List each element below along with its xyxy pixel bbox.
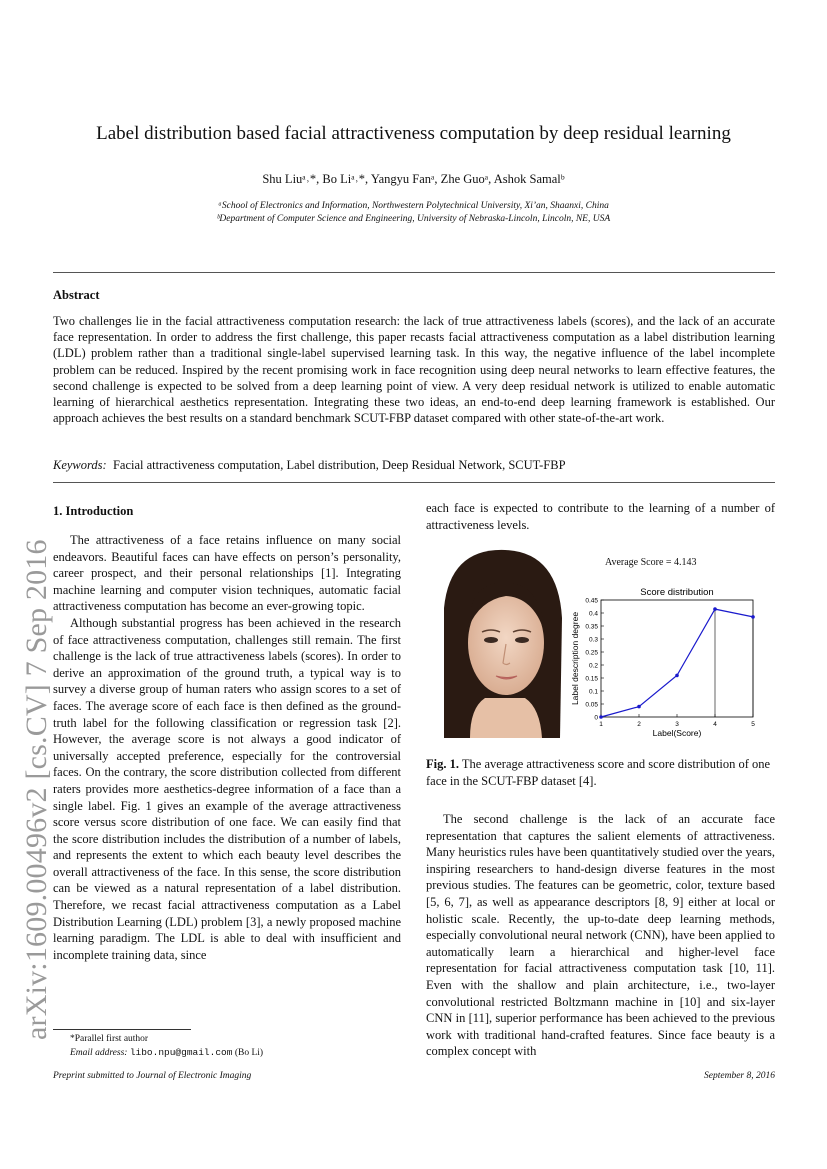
x-tick-label: 1 (599, 721, 603, 728)
y-tick-label: 0.35 (585, 623, 598, 631)
email-address: libo.npu@gmail.com (129, 1047, 233, 1058)
paper-title: Label distribution based facial attractiveness computation by deep residual learning (96, 123, 731, 144)
abstract-text: Two challenges lie in the facial attractiveness computation research: the lack of true attractiveness labels (scores), and the lack of an accurate face representation. In order to address the first challenge, this paper recasts facial attractiveness computation as a label distribution learning (LDL) problem rather than a traditional single-label supervised learning task. In this way, the negative influence of the label incomplete problem can be reduced. Inspired by the recent promising work in face recognition using deep neural networks to learn effective features, the second challenge is expected to be solved from a deep learning point of view. A very deep residual network is utilized to enable automatic learning of hierarchical aesthetics representation. Integrating these two ideas, an end-to-end deep learning framework is established. Our approach achieves the best results on a standard benchmark SCUT-FBP dataset compared with other state-of-the-art work. (53, 314, 775, 426)
data-point (599, 715, 603, 719)
average-score-label: Average Score = 4.143 (605, 557, 697, 568)
arxiv-stamp: arXiv:1609.00496v2 [cs.CV] 7 Sep 2016 (20, 539, 53, 1040)
plot-frame (601, 600, 753, 717)
affiliation-b: ᵇDepartment of Computer Science and Engineering, University of Nebraska-Lincoln, Lincoln, NE, USA (216, 214, 611, 224)
face-photo (430, 548, 570, 738)
affiliation-a: ᵃSchool of Electronics and Information, Northwestern Polytechnical University, Xi’an, Shaanxi, China (218, 201, 609, 211)
score-distribution-chart (567, 580, 772, 745)
email-suffix: (Bo Li) (234, 1048, 264, 1058)
x-tick-label: 4 (713, 721, 717, 728)
y-axis-label: Label description degree (570, 611, 580, 706)
abstract-heading: Abstract (53, 288, 100, 302)
data-point (637, 705, 641, 709)
footer-date: September 8, 2016 (704, 1071, 775, 1081)
keywords-label: Keywords: (53, 458, 107, 472)
keywords-text: Facial attractiveness computation, Label distribution, Deep Residual Network, SCUT-FBP (112, 458, 566, 472)
paragraph: The attractiveness of a face retains influence on many social endeavors. Beautiful faces can have effects on person’s personality, career prospect, and their personal relationships [1]. Integrating machine learning and computer vision techniques, automatic facial attractiveness computation has become an ever-growing topic. (53, 533, 401, 614)
author-list: Shu Liuᵃ˒*, Bo Liᵃ˒*, Yangyu Fanᵃ, Zhe Guoᵃ, Ashok Samalᵇ (262, 172, 565, 186)
y-tick-label: 0.2 (588, 662, 598, 670)
y-tick-label: 0.4 (588, 610, 598, 618)
x-tick-label: 3 (675, 721, 679, 728)
top-rule (53, 272, 775, 273)
left-column (53, 532, 401, 963)
series-line (601, 609, 753, 717)
right-column (426, 811, 775, 1060)
figure-caption (426, 756, 775, 789)
data-point (751, 615, 755, 619)
footnote-rule (53, 1029, 191, 1030)
y-tick-label: 0 (594, 714, 598, 722)
paragraph: each face is expected to contribute to the learning of a number of attractiveness levels. (426, 501, 775, 532)
paragraph: Although substantial progress has been achieved in the research of face attractiveness computation, challenges still remain. The first challenge is the lack of true attractiveness labels (scores). In order to derive an approximation of the ground truth, a typical way is to survey a diverse group of human raters who assign scores to a set of faces. The average score of each face is then defined as the ground-truth label for the following classification or regression task [2]. However, the average score is not always a good indicator of universally accepted preference, especially for the controversial faces. On the contrary, the score distribution collected from different raters provides more aesthetics-degree information of a face than a single label. Fig. 1 gives an example of the average attractiveness score versus score distribution of one face. We can easily find that the score distribution includes the distribution of a number of labels, and represents the extent to which each beauty level describes the overall attractiveness of the face. In this sense, the score distribution can be viewed as a natural representation of a label distribution. Therefore, we recast facial attractiveness computation as a Label Distribution Learning (LDL) problem [3], a newly proposed machine learning paradigm. The LDL is able to deal with insufficient and incomplete training data, since (53, 615, 401, 962)
y-tick-label: 0.05 (585, 701, 598, 709)
data-point (675, 674, 679, 678)
chart-title: Score distribution (640, 587, 714, 598)
caption-label: Fig. 1. (426, 757, 459, 771)
y-tick-label: 0.25 (585, 649, 598, 657)
y-tick-label: 0.3 (588, 636, 598, 644)
x-tick-label: 5 (751, 721, 755, 728)
footer-journal: Preprint submitted to Journal of Electronic Imaging (53, 1071, 252, 1081)
y-tick-label: 0.15 (585, 675, 598, 683)
y-tick-label: 0.45 (585, 597, 598, 605)
paragraph: The second challenge is the lack of an accurate face representation that captures the salient elements of attractiveness. Many heuristics rules have been quantitatively studied over the years, inspiring researchers to hand-design diverse features in the most previous studies. The features can be geometric, color, texture based [5, 6, 7], as well as appearance descriptors [8, 9] either at local or holistic scale. Recently, the up-to-date deep learning methods, especially convolutional neural network (CNN), have been applied to automatically learn a hierarchical and higher-level face representation for facial attractiveness computation task [10, 11]. Even with the shallow and plain architecture, i.e., two-layer convolutional restricted Boltzmann machine in [10] and six-layer CNN in [11], superior performance has been achieved to the previous work with traditional hand-crafted features. Since face beauty is a complex concept with (426, 812, 775, 1059)
caption-text: The average attractiveness score and score distribution of one face in the SCUT-FBP dataset [4]. (426, 757, 771, 788)
x-tick-label: 2 (637, 721, 641, 728)
y-tick-label: 0.1 (588, 688, 598, 696)
keywords (53, 458, 775, 473)
section-heading: 1. Introduction (53, 504, 134, 518)
email-label: Email address: (70, 1048, 128, 1058)
bottom-rule (53, 482, 775, 483)
data-point (713, 607, 717, 611)
footnote-email (70, 1047, 263, 1058)
right-column-top (426, 500, 775, 533)
footnote-parallel: *Parallel first author (70, 1034, 149, 1044)
x-axis-label: Label(Score) (652, 728, 702, 738)
